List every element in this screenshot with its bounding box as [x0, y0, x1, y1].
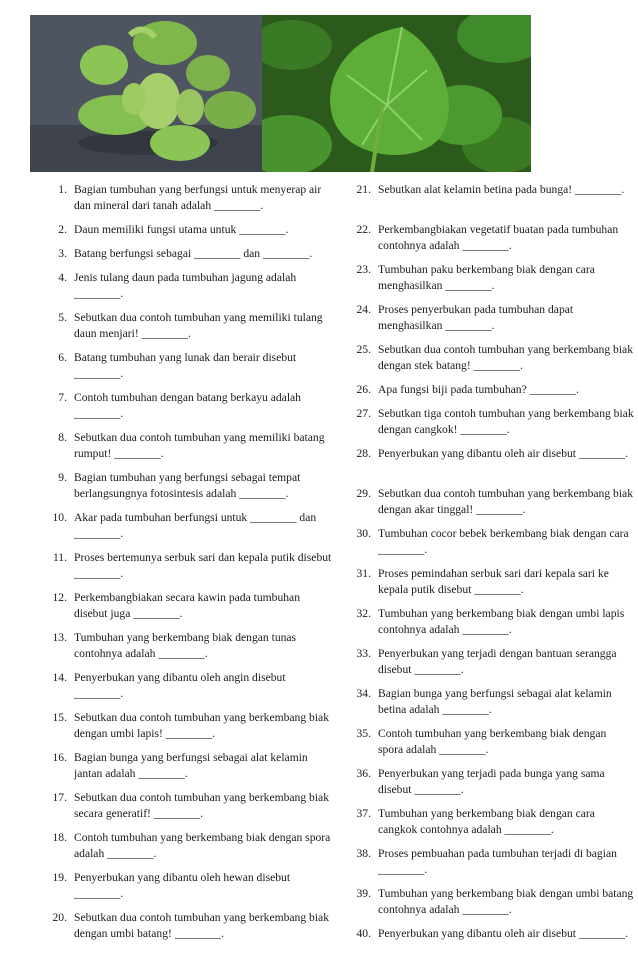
question-text: Tumbuhan paku berkembang biak dengan cara menghasilkan ________. [378, 263, 595, 292]
question-number: 23. [356, 263, 371, 276]
question-text: Sebutkan dua contoh tumbuhan yang berkembang biak dengan umbi lapis! ________. [74, 711, 330, 740]
question-text: Sebutkan dua contoh tumbuhan yang memiliki tulang daun menjari! ________. [74, 311, 323, 340]
question-number: 10. [52, 511, 67, 524]
question-number: 39. [356, 887, 371, 900]
question-number: 40. [356, 927, 371, 940]
question-number: 2. [58, 223, 67, 236]
question-number: 11. [52, 551, 67, 564]
question-text: Sebutkan dua contoh tumbuhan yang berkembang biak dengan stek batang! ________. [378, 343, 634, 372]
question-text: Penyerbukan yang terjadi dengan bantuan serangga disebut ________. [378, 647, 617, 676]
question-item [46, 470, 332, 502]
question-number: 9. [58, 471, 67, 484]
question-item [46, 790, 332, 822]
question-number: 34. [356, 687, 371, 700]
question-item [350, 646, 634, 678]
question-text: Bagian bunga yang berfungsi sebagai alat kelamin betina adalah ________. [378, 687, 612, 716]
question-text: Tumbuhan cocor bebek berkembang biak dengan cara ________. [378, 527, 629, 556]
question-number: 25. [356, 343, 371, 356]
question-text: Batang berfungsi sebagai ________ dan ________. [74, 247, 313, 260]
question-item [46, 270, 332, 302]
question-item [46, 630, 332, 662]
question-text: Tumbuhan yang berkembang biak dengan umbi batang contohnya adalah ________. [378, 887, 634, 916]
question-text: Proses penyerbukan pada tumbuhan dapat menghasilkan ________. [378, 303, 574, 332]
question-item [46, 830, 332, 862]
question-item [46, 710, 332, 742]
question-text: Bagian tumbuhan yang berfungsi untuk menyerap air dan mineral dari tanah adalah ________. [74, 183, 322, 212]
question-text: Batang tumbuhan yang lunak dan berair disebut ________. [74, 351, 297, 380]
question-number: 37. [356, 807, 371, 820]
question-text: Sebutkan dua contoh tumbuhan yang berkembang biak dengan akar tinggal! ________. [378, 487, 634, 516]
question-item [350, 886, 634, 918]
question-number: 12. [52, 591, 67, 604]
question-text: Bagian tumbuhan yang berfungsi sebagai tempat berlangsungnya fotosintesis adalah ________. [74, 471, 301, 500]
question-item [350, 686, 634, 718]
question-number: 19. [52, 871, 67, 884]
question-number: 24. [356, 303, 371, 316]
question-text: Sebutkan alat kelamin betina pada bunga! ________. [378, 183, 625, 196]
question-number: 29. [356, 487, 371, 500]
question-item [350, 406, 634, 438]
question-item [350, 262, 634, 294]
question-text: Penyerbukan yang terjadi pada bunga yang sama disebut ________. [378, 767, 605, 796]
question-item [350, 486, 634, 518]
question-number: 15. [52, 711, 67, 724]
question-item [350, 566, 634, 598]
question-item [46, 590, 332, 622]
question-text: Penyerbukan yang dibantu oleh air disebut ________. [378, 447, 629, 460]
question-number: 17. [52, 791, 67, 804]
question-text: Sebutkan dua contoh tumbuhan yang berkembang biak dengan umbi batang! ________. [74, 911, 330, 940]
taro-leaf-photo [262, 15, 531, 172]
question-item [350, 726, 634, 758]
question-number: 27. [356, 407, 371, 420]
question-text: Jenis tulang daun pada tumbuhan jagung adalah ________. [74, 271, 297, 300]
question-number: 26. [356, 383, 371, 396]
question-text: Proses bertemunya serbuk sari dan kepala putik disebut ________. [74, 551, 332, 580]
question-text: Tumbuhan yang berkembang biak dengan umbi lapis contohnya adalah ________. [378, 607, 625, 636]
question-number: 21. [356, 183, 371, 196]
question-text: Tumbuhan yang berkembang biak dengan cara cangkok contohnya adalah ________. [378, 807, 595, 836]
question-number: 33. [356, 647, 371, 660]
question-number: 8. [58, 431, 67, 444]
question-number: 4. [58, 271, 67, 284]
question-text: Penyerbukan yang dibantu oleh hewan disebut ________. [74, 871, 291, 900]
question-number: 1. [58, 183, 67, 196]
question-number: 3. [58, 247, 67, 260]
question-number: 32. [356, 607, 371, 620]
question-text: Proses pemindahan serbuk sari dari kepala sari ke kepala putik disebut ________. [378, 567, 609, 596]
question-text: Bagian bunga yang berfungsi sebagai alat kelamin jantan adalah ________. [74, 751, 308, 780]
question-text: Penyerbukan yang dibantu oleh air disebut ________. [378, 927, 629, 940]
question-item [46, 246, 332, 262]
question-item [46, 350, 332, 382]
question-item [350, 382, 634, 398]
question-item [46, 430, 332, 462]
photo-strip [30, 15, 531, 172]
question-item [350, 342, 634, 374]
question-number: 36. [356, 767, 371, 780]
question-item [350, 182, 634, 198]
question-text: Contoh tumbuhan yang berkembang biak dengan spora adalah ________. [378, 727, 607, 756]
question-number: 31. [356, 567, 371, 580]
question-text: Sebutkan dua contoh tumbuhan yang berkembang biak secara generatif! ________. [74, 791, 330, 820]
question-item [350, 846, 634, 878]
question-item [46, 910, 332, 942]
question-number: 18. [52, 831, 67, 844]
question-number: 5. [58, 311, 67, 324]
question-item [46, 510, 332, 542]
question-text: Tumbuhan yang berkembang biak dengan tunas contohnya adalah ________. [74, 631, 297, 660]
question-number: 13. [52, 631, 67, 644]
question-number: 16. [52, 751, 67, 764]
question-number: 35. [356, 727, 371, 740]
question-text: Contoh tumbuhan dengan batang berkayu adalah ________. [74, 391, 301, 420]
question-item [350, 302, 634, 334]
question-number: 22. [356, 223, 371, 236]
question-text: Sebutkan tiga contoh tumbuhan yang berkembang biak dengan cangkok! ________. [378, 407, 634, 436]
question-number: 20. [52, 911, 67, 924]
question-number: 7. [58, 391, 67, 404]
question-item [46, 390, 332, 422]
question-item [350, 222, 634, 254]
question-text: Sebutkan dua contoh tumbuhan yang memiliki batang rumput! ________. [74, 431, 325, 460]
question-text: Proses pembuahan pada tumbuhan terjadi di bagian ________. [378, 847, 617, 876]
question-item [350, 446, 634, 462]
question-item [46, 310, 332, 342]
question-text: Perkembangbiakan secara kawin pada tumbuhan disebut juga ________. [74, 591, 300, 620]
question-item [350, 606, 634, 638]
question-item [46, 670, 332, 702]
question-text: Apa fungsi biji pada tumbuhan? ________. [378, 383, 579, 396]
question-item [350, 526, 634, 558]
water-hyacinth-photo [30, 15, 262, 172]
question-item [350, 766, 634, 798]
question-text: Akar pada tumbuhan berfungsi untuk ________ dan ________. [74, 511, 317, 540]
question-text: Contoh tumbuhan yang berkembang biak dengan spora adalah ________. [74, 831, 331, 860]
question-item [350, 926, 634, 942]
question-number: 28. [356, 447, 371, 460]
question-number: 6. [58, 351, 67, 364]
question-item [46, 550, 332, 582]
question-item [46, 182, 332, 214]
question-item [46, 750, 332, 782]
question-number: 38. [356, 847, 371, 860]
question-number: 14. [52, 671, 67, 684]
question-item [46, 870, 332, 902]
question-number: 30. [356, 527, 371, 540]
question-text: Perkembangbiakan vegetatif buatan pada tumbuhan contohnya adalah ________. [378, 223, 619, 252]
question-text: Penyerbukan yang dibantu oleh angin disebut ________. [74, 671, 286, 700]
question-item [46, 222, 332, 238]
question-text: Daun memiliki fungsi utama untuk ________. [74, 223, 289, 236]
question-item [350, 806, 634, 838]
